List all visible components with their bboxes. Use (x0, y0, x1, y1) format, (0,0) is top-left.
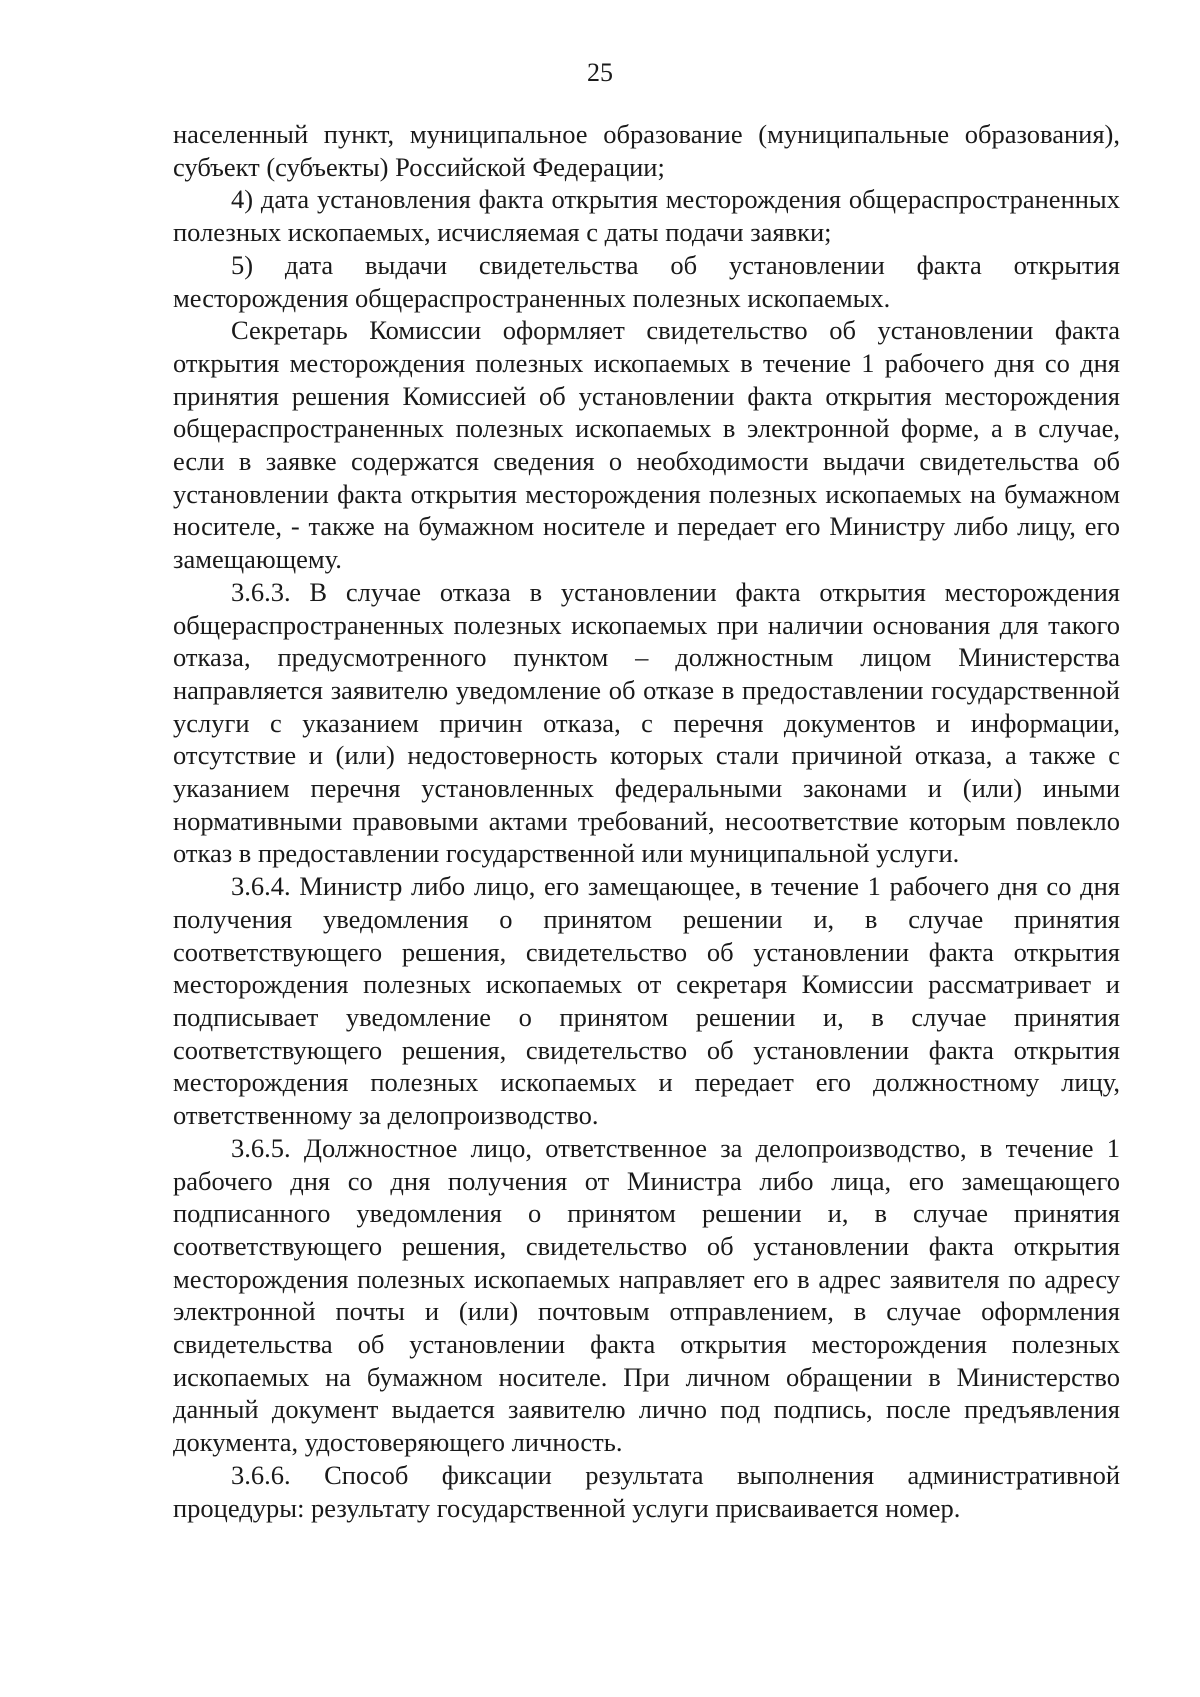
paragraph-item-4: 4) дата установления факта открытия месторождения общераспространенных полезных ископаемых, исчисляемая с даты подачи заявки; (173, 184, 1120, 248)
paragraph-secretary: Секретарь Комиссии оформляет свидетельство об установлении факта открытия месторождения полезных ископаемых в течение 1 рабочего дня со дня принятия решения Комиссией об установлении факта открытия месторождения общераспространенных полезных ископаемых в электронной форме, а в случае, если в заявке содержатся сведения о необходимости выдачи свидетельства об установлении факта открытия месторождения полезных ископаемых на бумажном носителе, - также на бумажном носителе и передает его Министру либо лицу, его замещающему. (173, 315, 1120, 575)
paragraph-3-6-3: 3.6.3. В случае отказа в установлении факта открытия месторождения общераспространенных полезных ископаемых при наличии основания для такого отказа, предусмотренного пунктом – должностным лицом Министерства направляется заявителю уведомление об отказе в предоставлении государственной услуги с указанием причин отказа, с перечня документов и информации, отсутствие и (или) недостоверность которых стали причиной отказа, а также с указанием перечня установленных федеральными законами и (или) иными нормативными правовыми актами требований, несоответствие которым повлекло отказ в предоставлении государственной или муниципальной услуги. (173, 576, 1120, 869)
paragraph-3-6-5: 3.6.5. Должностное лицо, ответственное за делопроизводство, в течение 1 рабочего дня со дня получения от Министра либо лица, его замещающего подписанного уведомления о принятом решении и, в случае принятия соответствующего решения, свидетельство об установлении факта открытия месторождения полезных ископаемых направляет его в адрес заявителя по адресу электронной почты и (или) почтовым отправлением, в случае оформления свидетельства об установлении факта открытия месторождения полезных ископаемых на бумажном носителе. При личном обращении в Министерство данный документ выдается заявителю лично под подпись, после предъявления документа, удостоверяющего личность. (173, 1132, 1120, 1458)
paragraph-continuation: населенный пункт, муниципальное образование (муниципальные образования), субъект (субъекты) Российской Федерации; (173, 119, 1120, 182)
paragraph-item-5: 5) дата выдачи свидетельства об установлении факта открытия месторождения общераспространенных полезных ископаемых. (173, 249, 1120, 313)
document-body (173, 118, 1120, 1524)
paragraph-3-6-4: 3.6.4. Министр либо лицо, его замещающее, в течение 1 рабочего дня со дня получения уведомления о принятом решении и, в случае принятия соответствующего решения, свидетельство об установлении факта открытия месторождения полезных ископаемых от секретаря Комиссии рассматривает и подписывает уведомление о принятом решении и, в случае принятия соответствующего решения, свидетельство об установлении факта открытия месторождения полезных ископаемых и передает его должностному лицу, ответственному за делопроизводство. (173, 871, 1120, 1131)
paragraph-3-6-6: 3.6.6. Способ фиксации результата выполнения административной процедуры: результату государственной услуги присваивается номер. (173, 1459, 1120, 1523)
page-number: 25 (587, 58, 613, 87)
